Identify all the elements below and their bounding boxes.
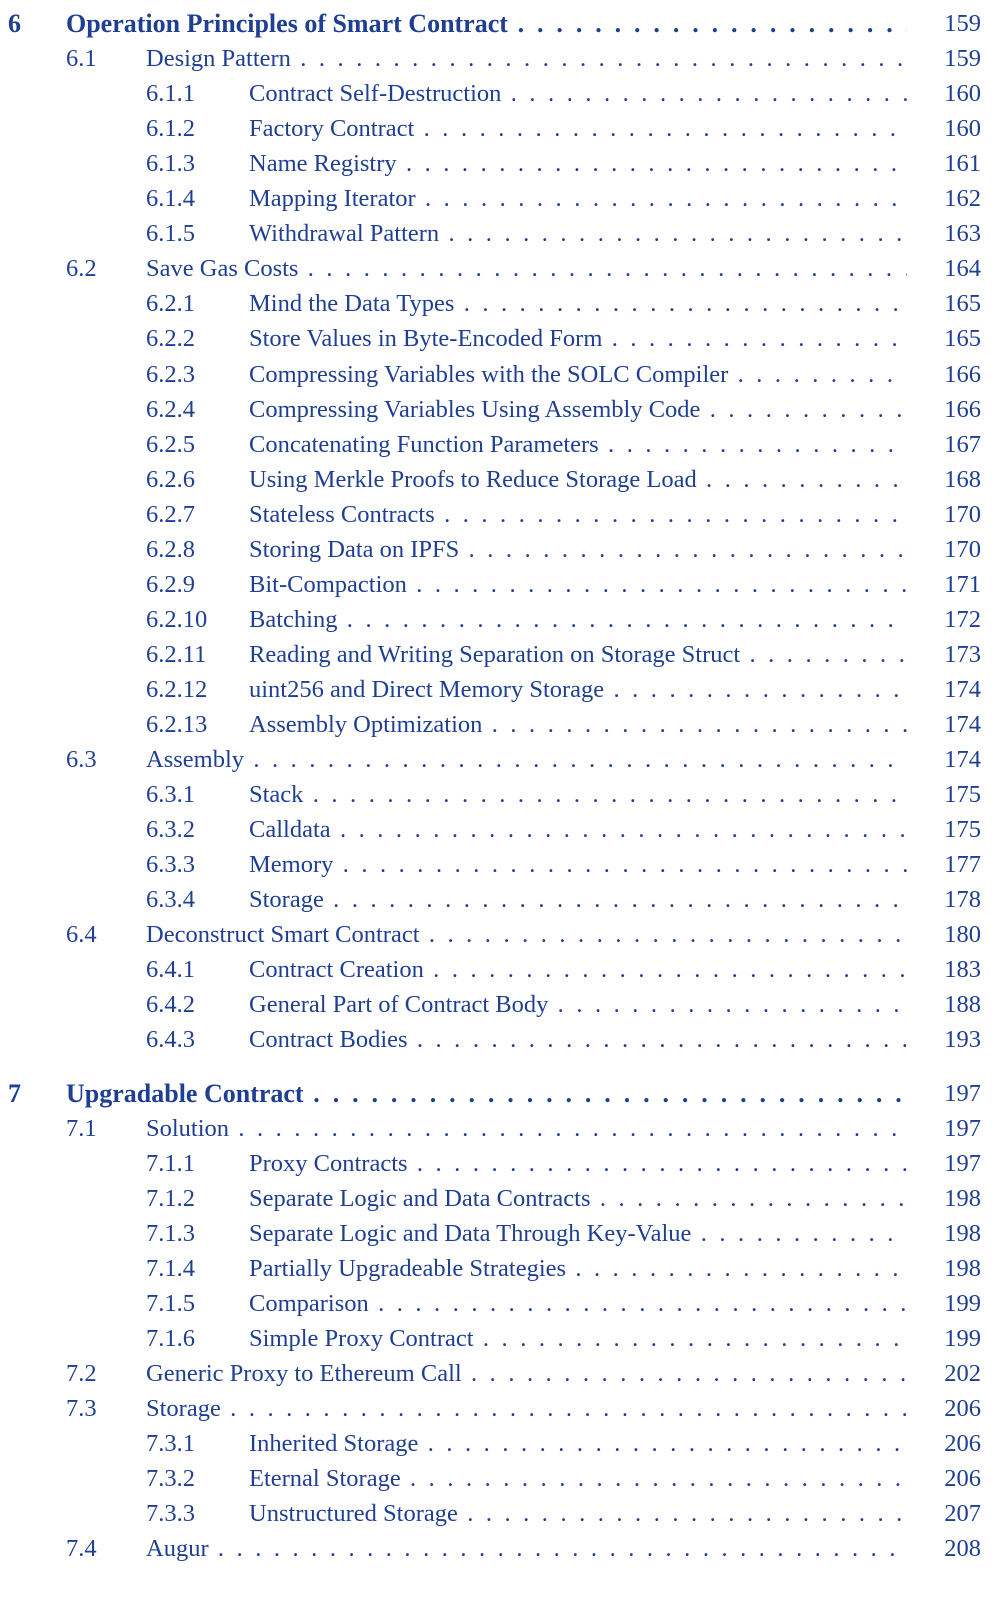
toc-entry-number: 6.3.2 [146,816,195,844]
toc-entry-page-number: 160 [944,115,981,143]
toc-entry-number: 6.2.12 [146,675,208,703]
toc-entry-page-number: 168 [944,465,981,493]
toc-subsection-entry[interactable] [0,146,1005,181]
toc-entry-page-number: 206 [944,1394,981,1422]
toc-entry-title: uint256 and Direct Memory Storage . . . [249,672,907,707]
toc-entry-number: 6.2.9 [146,570,195,598]
toc-entry-number: 6.4.1 [146,956,195,984]
toc-entry-title: Stateless Contracts . . . [249,497,907,532]
toc-section-entry[interactable] [0,1531,1005,1566]
toc-entry-page-number: 170 [944,500,981,528]
toc-entry-number: 7.1.5 [146,1289,195,1317]
toc-entry-page-number: 162 [944,185,981,213]
toc-entry-number: 6.3.4 [146,886,195,914]
toc-subsection-entry[interactable] [0,216,1005,251]
toc-entry-title: Name Registry . . . [249,146,907,181]
toc-entry-title: Design Pattern . . . [146,41,907,76]
toc-entry-page-number: 202 [944,1359,981,1387]
toc-section-entry[interactable] [0,1111,1005,1146]
toc-entry-page-number: 167 [944,430,981,458]
toc-entry-page-number: 193 [944,1026,981,1054]
toc-entry-title: Storage . . . [249,882,907,917]
toc-entry-page-number: 197 [944,1079,981,1107]
toc-entry-title: Unstructured Storage . . . [249,1496,907,1531]
toc-entry-title: Augur . . . [146,1531,907,1566]
toc-subsection-entry[interactable] [0,777,1005,812]
toc-entry-title: Save Gas Costs . . . [146,251,907,286]
toc-entry-title: Using Merkle Proofs to Reduce Storage Load . . . [249,462,907,497]
toc-subsection-entry[interactable] [0,286,1005,321]
toc-entry-number: 6.2.4 [146,395,195,423]
toc-subsection-entry[interactable] [0,497,1005,532]
toc-entry-page-number: 165 [944,290,981,318]
toc-entry-page-number: 159 [944,45,981,73]
toc-entry-title: Solution . . . [146,1111,907,1146]
toc-entry-number: 6.2.13 [146,711,208,738]
toc-entry-page-number: 175 [944,781,981,809]
toc-subsection-entry[interactable] [0,392,1005,427]
toc-entry-number: 7.3.3 [146,1500,195,1528]
toc-entry-number: 7.1.2 [146,1184,195,1212]
toc-subsection-entry[interactable] [0,532,1005,567]
toc-subsection-entry[interactable] [0,427,1005,462]
toc-entry-title: Inherited Storage . . . [249,1426,907,1461]
toc-entry-title: Upgradable Contract . . . [66,1076,907,1111]
toc-entry-page-number: 188 [944,991,981,1019]
toc-entry-number: 6.2.5 [146,430,195,458]
toc-entry-number: 7.3.2 [146,1465,195,1493]
toc-section-entry[interactable] [0,742,1005,777]
toc-entry-title: Batching . . . [249,602,907,637]
toc-entry-page-number: 206 [944,1430,981,1457]
toc-subsection-entry[interactable] [0,1146,1005,1181]
toc-entry-number: 6.2.7 [146,500,195,528]
toc-section-entry[interactable] [0,917,1005,952]
toc-entry-number: 7.1.4 [146,1254,195,1282]
toc-section-entry[interactable] [0,251,1005,286]
toc-subsection-entry[interactable] [0,1321,1005,1356]
toc-entry-page-number: 174 [944,675,981,703]
toc-chapter-entry[interactable] [0,1076,1005,1111]
toc-entry-title: Mapping Iterator . . . [249,181,907,216]
toc-entry-page-number: 197 [944,1149,981,1177]
toc-entry-page-number: 206 [944,1465,981,1493]
toc-entry-number: 6.1.4 [146,185,195,213]
toc-entry-title: Reading and Writing Separation on Storage Struct . . . [249,637,907,672]
toc-subsection-entry[interactable] [0,672,1005,707]
toc-entry-number: 6.1.5 [146,220,195,248]
toc-entry-title: Storage . . . [146,1391,907,1426]
toc-entry-title: Proxy Contracts . . . [249,1146,907,1181]
toc-entry-number: 7.4 [66,1535,97,1563]
toc-subsection-entry[interactable] [0,1496,1005,1531]
toc-entry-title: Contract Self-Destruction . . . [249,76,907,111]
toc-entry-number: 6.1.3 [146,150,195,178]
toc-entry-title: Comparison . . . [249,1286,907,1321]
toc-entry-page-number: 164 [944,255,981,283]
toc-entry-title: Compressing Variables Using Assembly Code . . . [249,392,907,427]
toc-entry-number: 7 [8,1078,21,1108]
toc-entry-number: 6.1.1 [146,80,195,108]
toc-entry-number: 6.4.2 [146,991,195,1019]
toc-entry-page-number: 174 [944,746,981,774]
toc-entry-number: 6.2.1 [146,290,195,318]
toc-entry-title: Concatenating Function Parameters . . . [249,427,907,462]
toc-subsection-entry[interactable] [0,567,1005,602]
toc-section-entry[interactable] [0,1391,1005,1426]
toc-chapter-entry[interactable] [0,6,1005,41]
toc-entry-title: Calldata . . . [249,812,907,847]
toc-subsection-entry[interactable] [0,1181,1005,1216]
toc-entry-number: 6 [8,9,21,38]
toc-entry-number: 6.1 [66,45,97,73]
toc-subsection-entry[interactable] [0,602,1005,637]
toc-entry-page-number: 198 [944,1254,981,1282]
toc-entry-number: 7.3.1 [146,1430,195,1457]
toc-entry-number: 6.2.6 [146,465,195,493]
toc-entry-page-number: 160 [944,80,981,108]
toc-entry-page-number: 177 [944,851,981,879]
toc-section-entry[interactable] [0,1356,1005,1391]
toc-entry-number: 6.2.2 [146,325,195,353]
toc-entry-page-number: 171 [944,570,981,598]
toc-entry-title: Factory Contract . . . [249,111,907,146]
toc-entry-number: 6.2.3 [146,360,195,388]
toc-entry-number: 6.3.3 [146,851,195,879]
toc-subsection-entry[interactable] [0,1286,1005,1321]
toc-entry-number: 7.1.3 [146,1219,195,1247]
toc-subsection-entry[interactable] [0,707,1005,742]
toc-entry-title: Separate Logic and Data Through Key-Value . . . [249,1216,907,1251]
toc-subsection-entry[interactable] [0,321,1005,356]
toc-entry-page-number: 180 [944,921,981,949]
toc-subsection-entry[interactable] [0,1216,1005,1251]
toc-subsection-entry[interactable] [0,812,1005,847]
toc-entry-title: Operation Principles of Smart Contract . . . [66,6,907,41]
toc-entry-title: Simple Proxy Contract . . . [249,1321,907,1356]
toc-entry-page-number: 197 [944,1114,981,1142]
toc-entry-page-number: 173 [944,640,981,668]
toc-entry-title: Storing Data on IPFS . . . [249,532,907,567]
toc-entry-title: Memory . . . [249,847,907,882]
toc-entry-title: Contract Creation . . . [249,952,907,987]
toc-entry-number: 6.3.1 [146,781,195,809]
toc-entry-title: Separate Logic and Data Contracts . . . [249,1181,907,1216]
toc-entry-page-number: 199 [944,1289,981,1317]
toc-entry-title: Withdrawal Pattern . . . [249,216,907,251]
toc-entry-page-number: 183 [944,956,981,984]
toc-entry-page-number: 198 [944,1184,981,1212]
toc-entry-title: Store Values in Byte-Encoded Form . . . [249,321,907,356]
toc-subsection-entry[interactable] [0,987,1005,1022]
toc-subsection-entry[interactable] [0,1426,1005,1461]
toc-entry-title: Stack . . . [249,777,907,812]
toc-entry-page-number: 165 [944,325,981,353]
toc-entry-title: Contract Bodies . . . [249,1022,907,1057]
toc-section-entry[interactable] [0,41,1005,76]
toc-entry-page-number: 174 [944,711,981,738]
toc-entry-page-number: 166 [944,360,981,388]
toc-entry-page-number: 170 [944,535,981,563]
toc-subsection-entry[interactable] [0,76,1005,111]
toc-entry-title: Mind the Data Types . . . [249,286,907,321]
toc-entry-title: Eternal Storage . . . [249,1461,907,1496]
toc-entry-title: Bit-Compaction . . . [249,567,907,602]
toc-entry-number: 7.1.1 [146,1149,195,1177]
toc-entry-page-number: 161 [944,150,981,178]
toc-subsection-entry[interactable] [0,1461,1005,1496]
toc-entry-page-number: 207 [944,1500,981,1528]
toc-subsection-entry[interactable] [0,111,1005,146]
toc-entry-number: 7.1 [66,1114,97,1142]
toc-entry-number: 6.3 [66,746,97,774]
toc-entry-number: 6.2.8 [146,535,195,563]
toc-subsection-entry[interactable] [0,1022,1005,1057]
toc-subsection-entry[interactable] [0,882,1005,917]
toc-entry-number: 7.1.6 [146,1324,195,1352]
toc-entry-title: Generic Proxy to Ethereum Call . . . [146,1356,907,1391]
toc-entry-number: 6.2 [66,255,97,283]
toc-subsection-entry[interactable] [0,462,1005,497]
toc-entry-title: Deconstruct Smart Contract . . . [146,917,907,952]
toc-entry-page-number: 178 [944,886,981,914]
toc-subsection-entry[interactable] [0,357,1005,392]
toc-subsection-entry[interactable] [0,952,1005,987]
toc-entry-title: Assembly . . . [146,742,907,777]
toc-entry-page-number: 208 [944,1535,981,1563]
toc-entry-page-number: 163 [944,220,981,248]
toc-entry-number: 6.4.3 [146,1026,195,1054]
toc-subsection-entry[interactable] [0,637,1005,672]
toc-entry-number: 6.2.10 [146,605,208,633]
toc-entry-title: Assembly Optimization . . . [249,707,907,742]
toc-entry-page-number: 199 [944,1324,981,1352]
toc-entry-page-number: 159 [944,10,981,37]
toc-entry-title: Partially Upgradeable Strategies . . . [249,1251,907,1286]
toc-entry-page-number: 166 [944,395,981,423]
toc-entry-number: 6.2.11 [146,640,207,668]
toc-entry-page-number: 175 [944,816,981,844]
toc-entry-number: 6.4 [66,921,97,949]
toc-entry-number: 7.3 [66,1394,97,1422]
toc-entry-page-number: 172 [944,605,981,633]
toc-entry-title: Compressing Variables with the SOLC Compiler . . . [249,357,907,392]
toc-entry-page-number: 198 [944,1219,981,1247]
toc-entry-number: 6.1.2 [146,115,195,143]
toc-subsection-entry[interactable] [0,1251,1005,1286]
toc-entry-title: General Part of Contract Body . . . [249,987,907,1022]
toc-subsection-entry[interactable] [0,847,1005,882]
toc-subsection-entry[interactable] [0,181,1005,216]
toc-entry-number: 7.2 [66,1359,97,1387]
